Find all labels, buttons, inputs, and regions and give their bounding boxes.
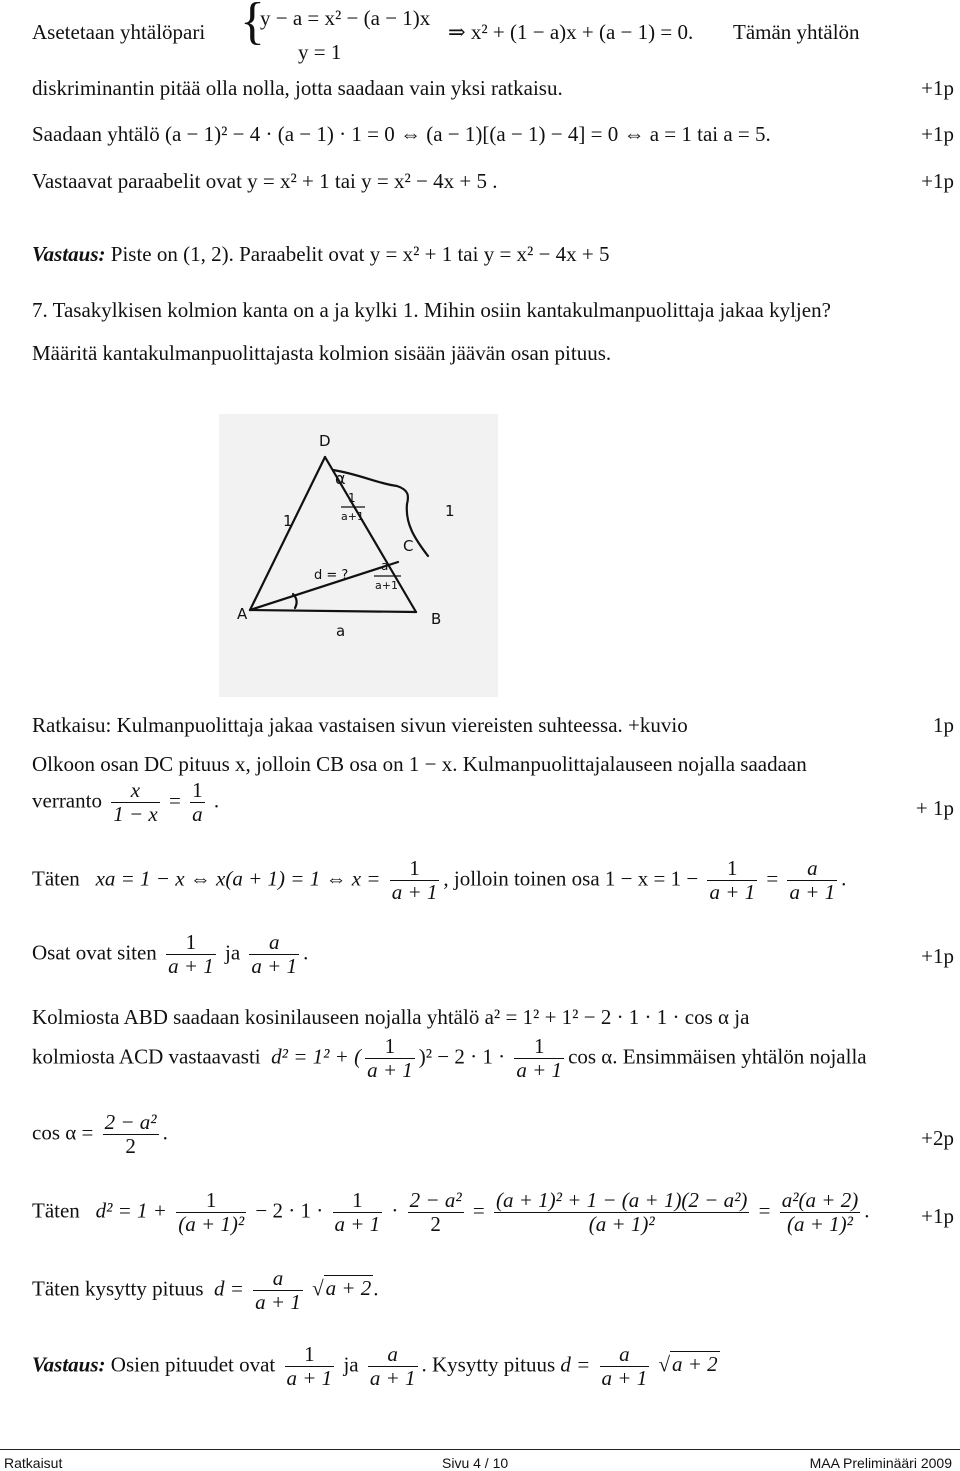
label-d-unknown: d = ? xyxy=(314,568,349,583)
label-frac-low-num: a xyxy=(381,559,389,573)
points-7: +2p xyxy=(921,1126,954,1150)
answer-6 xyxy=(32,244,610,265)
label-c: C xyxy=(403,537,414,555)
label-base: a xyxy=(336,622,346,640)
ratio-line: verranto $\frac{x}{1 - x}$ = $\frac{1}{a}$ . xyxy=(32,778,220,826)
parts-line: Osat ovat siten $\frac{1}{a + 1}$ ja $\frac{a}{a + 1}$ . xyxy=(32,930,309,978)
label-b: B xyxy=(431,610,442,628)
solution-line-2: Olkoon osan DC pituus x, jolloin CB osa on 1 − x. Kulmanpuolittajalauseen nojalla saadaan xyxy=(32,752,807,776)
label-side-left: 1 xyxy=(283,512,293,530)
label-side-right: 1 xyxy=(445,502,455,520)
quadratic-equation: ⇒ x² + (1 − a)x + (a − 1) = 0. xyxy=(448,20,694,44)
ratio-label: verranto xyxy=(32,788,102,813)
label-d: D xyxy=(319,432,331,450)
cos-alpha-line: cos α = $\frac{\text{2 − a²}}{2}$ . xyxy=(32,1110,168,1158)
equation-line: Saadaan yhtälö (a − 1)² − 4 · (a − 1) · 1 = 0 ⇔ (a − 1)[(a − 1) − 4] = 0 ⇔ a = 1 tai a = 5. xyxy=(32,122,771,146)
d-squared-line: Täten d² = 1 + $\frac{1}{\text{(a + 1)²}}$ − 2 · 1 · $\frac{1}{a + 1}$ · $\frac{\text{2 − a²}}{2}$ = $\frac{\text{(a + 1)² + 1 − (a + 1)(2 − a²)}}{\text{(a + 1)²}}$ = $\frac{\text{a²(a + 2)}}{\text{(a + 1)²}}$ . xyxy=(32,1188,870,1236)
footer-left: Ratkaisut xyxy=(4,1455,63,1471)
points-6: +1p xyxy=(921,944,954,968)
points-5: + 1p xyxy=(915,796,954,820)
solution-line-1: Ratkaisu: Kulmanpuolittaja jakaa vastaisen sivun viereisten suhteessa. +kuvio xyxy=(32,713,688,737)
intro-tail: Tämän yhtälön xyxy=(733,20,860,44)
label-frac-top-den: a+1 xyxy=(341,510,364,523)
cosine-law-acd: kolmiosta ACD vastaavasti d² = 1² + ( $\frac{1}{a + 1}$ )² − 2 · 1 · $\frac{1}{a + 1}$ cos α. Ensimmäisen yhtälön nojalla xyxy=(32,1034,867,1082)
answer-7-label: Vastaus: xyxy=(32,1352,106,1377)
sqrt-symbol: √ xyxy=(312,1276,324,1301)
footer-page-number: Sivu 4 / 10 xyxy=(442,1455,509,1471)
answer-label: Vastaus: xyxy=(32,242,106,266)
ratio-frac-2: $\frac{1}{a}$ xyxy=(192,778,203,826)
ratio-frac-1: $\frac{x}{1 - x}$ xyxy=(113,778,158,826)
label-alpha: α xyxy=(335,469,346,488)
answer-text: Piste on (1, 2). Paraabelit ovat y = x² + 1 tai y = x² − 4x + 5 xyxy=(110,242,610,266)
points-4: 1p xyxy=(933,713,954,737)
intro-text: Asetetaan yhtälöpari xyxy=(32,20,206,44)
label-frac-low-den: a+1 xyxy=(375,579,398,592)
parabola-line: Vastaavat paraabelit ovat y = x² + 1 tai y = x² − 4x + 5 . xyxy=(32,169,498,193)
points-2: +1p xyxy=(921,122,954,146)
page-footer xyxy=(0,1449,960,1470)
system-line-1: y − a = x² − (a − 1)x xyxy=(260,6,431,30)
footer-right: MAA Preliminääri 2009 xyxy=(809,1455,952,1471)
answer-7: Vastaus: Osien pituudet ovat $\frac{1}{a + 1}$ ja $\frac{a}{a + 1}$ . Kysytty pituus d = $\frac{a}{a + 1}$ √a + 2 xyxy=(32,1342,718,1390)
length-line: Täten kysytty pituus d = $\frac{a}{a + 1}$ √a + 2. xyxy=(32,1266,379,1314)
points-8: +1p xyxy=(921,1204,954,1228)
points-3: +1p xyxy=(921,169,954,193)
discriminant-text: diskriminantin pitää olla nolla, jotta saadaan vain yksi ratkaisu. xyxy=(32,76,563,100)
problem-7-line-2: Määritä kantakulmanpuolittajasta kolmion sisään jäävän osan pituus. xyxy=(32,341,612,365)
label-frac-top-num: 1 xyxy=(348,491,356,505)
system-brace: { xyxy=(240,0,265,50)
system-line-2: y = 1 xyxy=(298,40,342,64)
points-1: +1p xyxy=(921,76,954,100)
figure-background xyxy=(219,414,498,697)
solve-x-line: Täten xa = 1 − x ⇔ x(a + 1) = 1 ⇔ x = $\frac{1}{a + 1}$ , jolloin toinen osa 1 − x = 1 − $\frac{1}{a + 1}$ = $\frac{a}{a + 1}$ . xyxy=(32,856,847,904)
problem-7-line-1: 7. Tasakylkisen kolmion kanta on a ja kylki 1. Mihin osiin kantakulmanpuolittaja jakaa kyljen? xyxy=(32,298,831,322)
triangle-figure xyxy=(219,414,498,697)
cosine-law-abd: Kolmiosta ABD saadaan kosinilauseen nojalla yhtälö a² = 1² + 1² − 2 · 1 · 1 · cos α ja xyxy=(32,1005,750,1029)
label-a: A xyxy=(237,605,248,623)
